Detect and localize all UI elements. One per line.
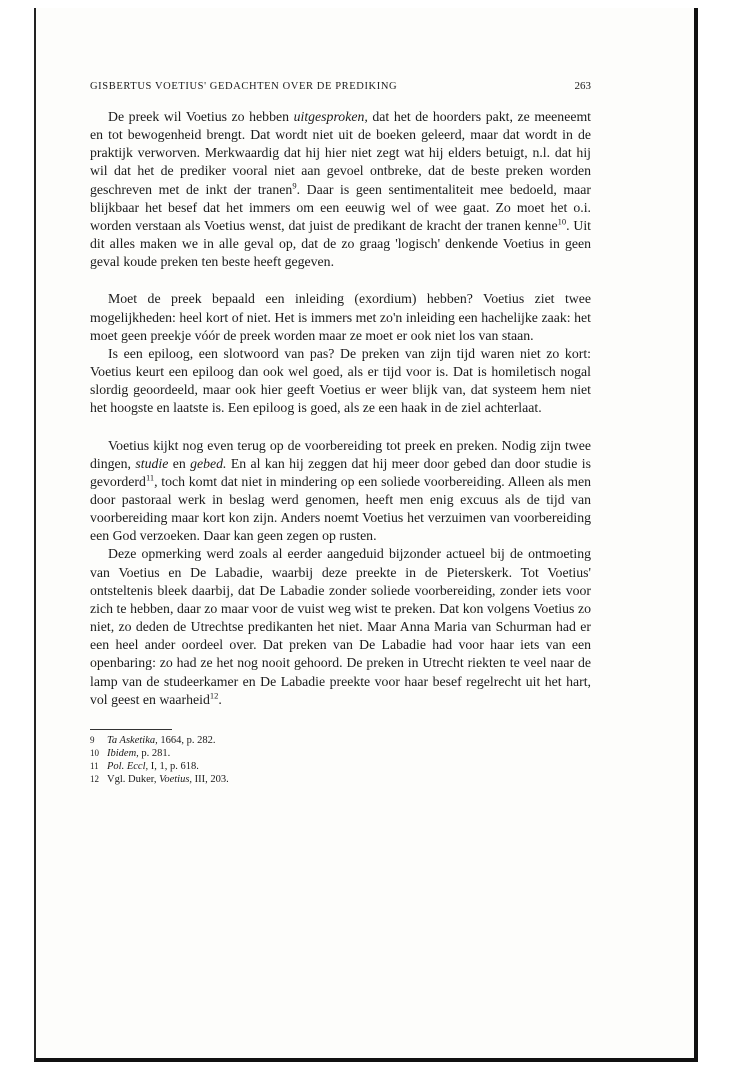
footnote-number: 11 [90,760,99,771]
text-section [90,437,591,709]
footnote-reference: 9 [292,180,297,191]
footnote [90,773,591,786]
text-run: Vgl. Duker, [107,773,160,785]
text-run: Deze opmerking werd zoals al eerder aangeduid bijzonder actueel bij de ontmoeting van Voetius en De Labadie, waarbij deze preekte in de Pieterskerk. Tot Voetius' ontsteltenis bleek daarbij, dat De Labadie zonder soliede voorbereiding, zonder iets voor zich te hebben, daar zo maar voor de vuist weg wist te preken. Dat kon volgens Voetius zo niet, zo deden de Utrechtse predikanten het niet. Maar Anna Maria van Schurman had er een heel ander oordeel over. Dat preken van De Labadie had voor haar iets van een openbaring: zo had ze het nog nooit gehoord. De preken in Utrecht riekten te veel naar de lamp van de studeerkamer en De Labadie preekte voor haar besef regelrecht uit het hart, vol geest en waarheid [90,546,591,707]
footnote-number: 12 [90,773,99,784]
italic-text: Pol. Eccl, [107,760,149,772]
footnote [90,747,591,760]
footnote-reference: 11 [145,472,155,483]
footnote-number: 9 [90,734,95,745]
footnote-text [107,747,170,760]
text-run: . [218,691,222,707]
italic-text: Ibidem, [107,747,139,759]
paragraph [90,437,591,546]
document-page [90,80,591,786]
text-run: Voetius kijkt nog even terug op de voorbereiding tot preek en preken. Nodig zijn twee dingen, [90,437,591,471]
footnote [90,734,591,747]
running-head-title: GISBERTUS VOETIUS' GEDACHTEN OVER DE PREDIKING [90,81,398,92]
text-run: , toch komt dat niet in mindering op een soliede voorbereiding. Alleen als men door pastoraal werk in beslag werd genomen, heeft men enig excuus als de tijd van voorbereiding maar kort kon zijn. Anders noemt Voetius het verzuimen van voorbereiding een God verzoeken. Daar kan geen zegen op rusten. [90,473,591,544]
footnote-reference: 10 [557,216,567,227]
text-run: En al kan hij zeggen dat hij meer door gebed dan door studie is gevorderd [90,455,591,489]
text-run: p. 281. [138,747,171,759]
paragraph [90,545,591,708]
italic-text: gebed. [190,455,227,471]
footnote-divider [90,729,172,730]
body-text [90,108,591,709]
text-run: De preek wil Voetius zo hebben [108,109,294,124]
footnote-text [107,734,216,747]
italic-text: Voetius, [159,773,193,785]
italic-text: uitgesproken, [293,109,368,124]
running-head [90,80,591,92]
paragraph [90,345,591,418]
text-run: III, 203. [192,773,229,785]
text-run: dat het de hoorders pakt, ze meeneemt en tot bewogenheid brengt. Dat wordt niet uit de boeken geleerd, maar dat wordt in de praktijk verworven. Merkwaardig dat hij hier niet zegt wat hij elders betuigt, n.l. dat hij wil dat het de prediker vooral niet aan gevoel ontbreke, dat de beste preken worden geschreven met de inkt der tranen [90,109,592,197]
text-section [90,290,591,417]
footnotes [90,734,591,786]
text-run: Moet de preek bepaald een inleiding (exordium) hebben? Voetius ziet twee mogelijkheden: heel kort of niet. Het is immers met zo'n inleiding een hachelijke zaak: het moet geen preekje vóór de preek worden maar ze moet er ook niet los van staan. [90,291,591,343]
text-run: . Daar is geen sentimentaliteit mee bedoeld, maar blijkbaar het besef dat het immers om een eeuwig wel of wee gaat. Zo moet het o.i. worden verstaan als Voetius wenst, dat juist de predikant de kracht der tranen kenne [90,181,591,233]
footnote-reference: 12 [209,690,219,701]
text-run: . Uit dit alles maken we in alle geval op, dat de zo graag 'logisch' denkende Voetius in geen geval koude preken ten beste heeft gegeven. [90,217,591,270]
paragraph [90,108,591,271]
page-number: 263 [574,80,591,92]
footnote-text [107,773,229,786]
text-run: en [168,455,191,471]
italic-text: studie [135,455,169,471]
text-run: I, 1, p. 618. [148,760,199,772]
text-section [90,108,591,271]
text-run: 1664, p. 282. [157,734,216,746]
footnote [90,760,591,773]
italic-text: Ta Asketika, [107,734,158,746]
text-run: Is een epiloog, een slotwoord van pas? De preken van zijn tijd waren niet zo kort: Voetius keurt een epiloog dan ook wel goed, als er tijd voor is. Dat is homiletisch nogal slordig geoordeeld, maar ook hier geeft Voetius er weer blijk van, dat systeem hem niet het hoogste en laatste is. Een epiloog is goed, als ze een haak in de ziel achterlaat. [90,345,591,416]
footnote-text [107,760,199,773]
paragraph [90,290,591,344]
footnote-number: 10 [90,747,99,758]
